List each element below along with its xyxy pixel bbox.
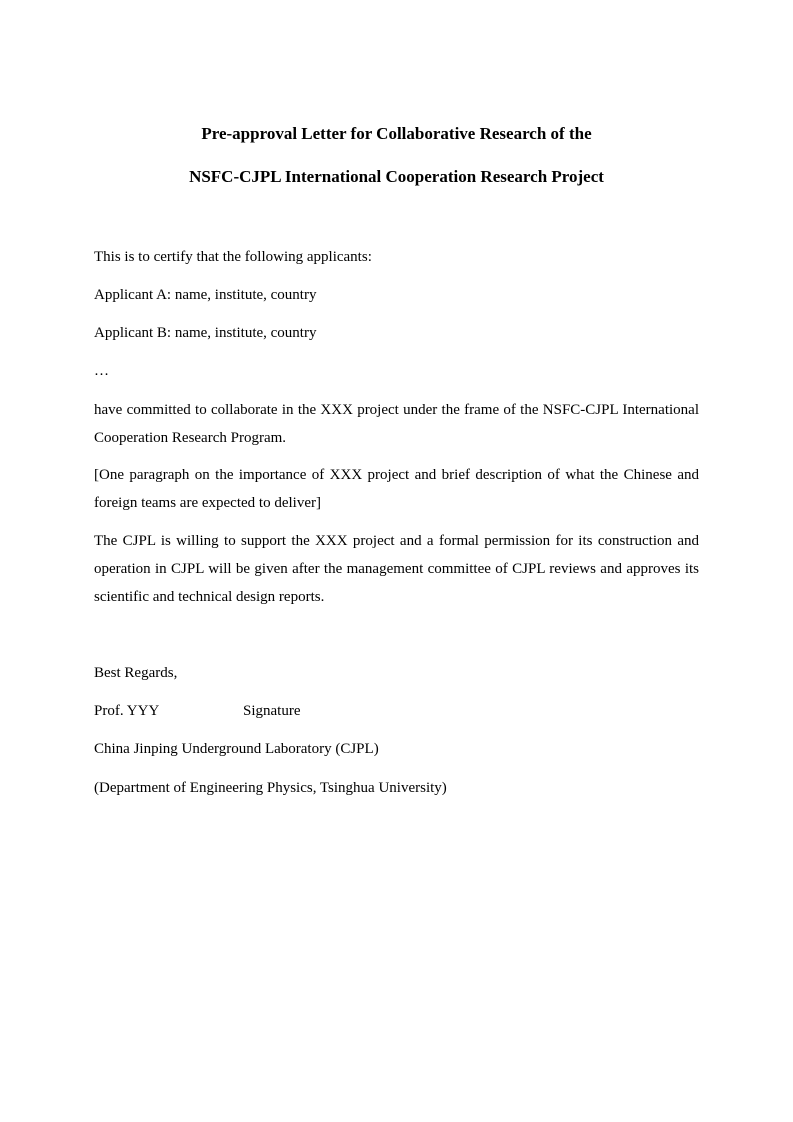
letter-title-line-2: NSFC-CJPL International Cooperation Research Project — [189, 167, 604, 186]
signatory-name: Prof. YYY — [94, 703, 160, 719]
organization-name: China Jinping Underground Laboratory (CJPL) — [94, 741, 379, 757]
intro-text: This is to certify that the following applicants: — [94, 249, 372, 265]
department-name: (Department of Engineering Physics, Tsinghua University) — [94, 780, 447, 796]
applicant-b-line: Applicant B: name, institute, country — [94, 325, 317, 341]
applicant-a-line: Applicant A: name, institute, country — [94, 287, 317, 303]
support-paragraph: The CJPL is willing to support the XXX project and a formal permission for its construction and operation in CJPL will be given after the management committee of CJPL reviews and approves its scientific and technical design reports. — [94, 533, 699, 605]
letter-title-line-1: Pre-approval Letter for Collaborative Research of the — [201, 124, 592, 143]
applicant-ellipsis: … — [94, 363, 109, 379]
signature-label: Signature — [243, 703, 301, 719]
closing-text: Best Regards, — [94, 665, 178, 681]
description-placeholder-paragraph: [One paragraph on the importance of XXX project and brief description of what the Chinese and foreign teams are expected to deliver] — [94, 467, 699, 511]
commitment-paragraph: have committed to collaborate in the XXX project under the frame of the NSFC-CJPL International Cooperation Research Program. — [94, 402, 699, 446]
